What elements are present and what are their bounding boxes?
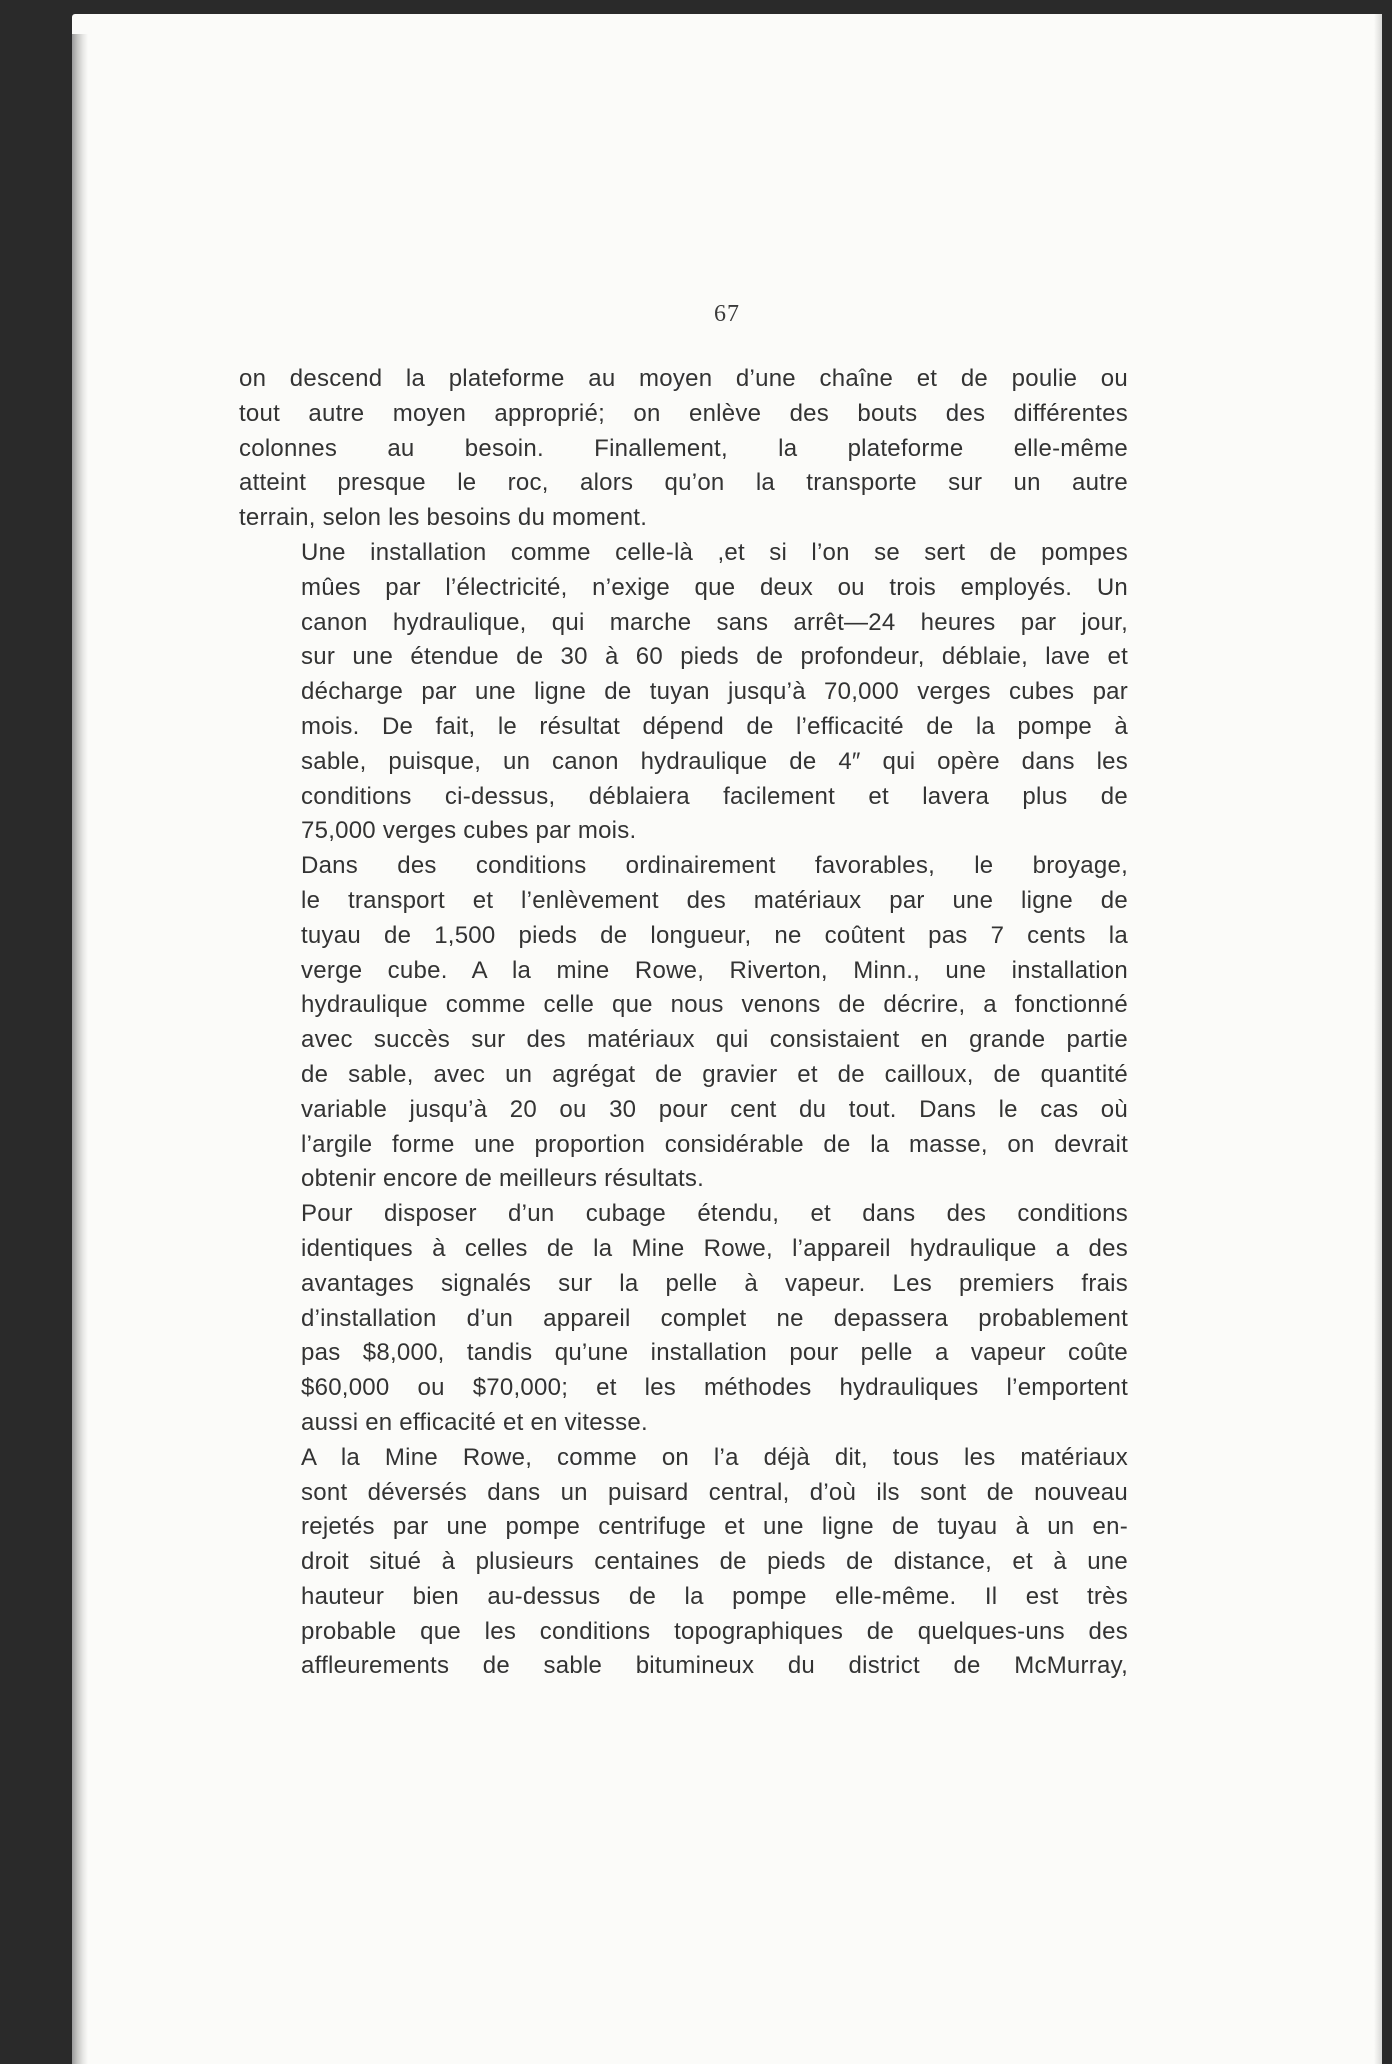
text-line: atteint presque le roc, alors qu’on la transporte sur un autre (239, 469, 1128, 497)
text-line: sable, puisque, un canon hydraulique de 4″ qui opère dans les (301, 747, 1128, 775)
paragraph (239, 362, 1128, 536)
text-line: d’installation d’un appareil complet ne depassera probablement (301, 1304, 1128, 1332)
text-line: verge cube. A la mine Rowe, Riverton, Minn., une installation (301, 956, 1128, 984)
text-line: probable que les conditions topographiques de quelques-uns des (301, 1617, 1128, 1645)
text-line: sont déversés dans un puisard central, d’où ils sont de nouveau (301, 1478, 1128, 1506)
text-line: colonnes au besoin. Finallement, la plateforme elle-même (239, 434, 1128, 462)
text-line: Dans des conditions ordinairement favorables, le broyage, (301, 852, 1128, 880)
text-line: l’argile forme une proportion considérable de la masse, on devrait (301, 1130, 1128, 1158)
paragraph (239, 1197, 1128, 1441)
text-line: avantages signalés sur la pelle à vapeur. Les premiers frais (301, 1269, 1128, 1297)
text-line: Pour disposer d’un cubage étendu, et dans des conditions (301, 1200, 1128, 1228)
page-number: 67 (714, 301, 740, 327)
text-line: variable jusqu’à 20 ou 30 pour cent du tout. Dans le cas où (301, 1095, 1128, 1123)
text-line: identiques à celles de la Mine Rowe, l’appareil hydraulique a des (301, 1234, 1128, 1262)
text-line: décharge par une ligne de tuyan jusqu’à 70,000 verges cubes par (301, 678, 1128, 706)
text-line: hydraulique comme celle que nous venons de décrire, a fonctionné (301, 991, 1128, 1019)
text-line: Une installation comme celle-là ,et si l’on se sert de pompes (301, 538, 1128, 566)
text-line: mois. De fait, le résultat dépend de l’efficacité de la pompe à (301, 712, 1128, 740)
text-line: tout autre moyen approprié; on enlève des bouts des différentes (239, 399, 1128, 427)
text-line: le transport et l’enlèvement des matériaux par une ligne de (301, 886, 1128, 914)
text-line: conditions ci-dessus, déblaiera facilement et lavera plus de (301, 782, 1128, 810)
text-line: sur une étendue de 30 à 60 pieds de profondeur, déblaie, lave et (301, 643, 1128, 671)
text-line: on descend la plateforme au moyen d’une chaîne et de poulie ou (239, 365, 1128, 392)
text-line: mûes par l’électricité, n’exige que deux ou trois employés. Un (301, 573, 1128, 601)
text-line: hauteur bien au-dessus de la pompe elle-même. Il est très (301, 1582, 1128, 1610)
text-line: affleurements de sable bitumineux du district de McMurray, (301, 1652, 1128, 1680)
paragraph (239, 1441, 1128, 1685)
text-line: canon hydraulique, qui marche sans arrêt—24 heures par jour, (301, 608, 1128, 636)
text-line: aussi en efficacité et en vitesse. (301, 1408, 648, 1436)
text-line: rejetés par une pompe centrifuge et une ligne de tuyau à un en- (301, 1513, 1128, 1541)
text-line: droit situé à plusieurs centaines de pieds de distance, et à une (301, 1548, 1128, 1576)
text-line: tuyau de 1,500 pieds de longueur, ne coûtent pas 7 cents la (301, 921, 1128, 949)
paragraph (239, 536, 1128, 849)
book-page (72, 14, 1382, 2064)
text-line: A la Mine Rowe, comme on l’a déjà dit, tous les matériaux (301, 1443, 1128, 1471)
paragraph (239, 849, 1128, 1197)
text-line: de sable, avec un agrégat de gravier et de cailloux, de quantité (301, 1060, 1128, 1088)
text-line: terrain, selon les besoins du moment. (239, 504, 648, 532)
text-line: 75,000 verges cubes par mois. (301, 817, 637, 845)
text-line: avec succès sur des matériaux qui consistaient en grande partie (301, 1026, 1128, 1054)
page-binding-shadow (72, 34, 88, 2064)
text-line: obtenir encore de meilleurs résultats. (301, 1165, 705, 1193)
text-line: $60,000 ou $70,000; et les méthodes hydrauliques l’emportent (301, 1374, 1128, 1402)
text-line: pas $8,000, tandis qu’une installation pour pelle a vapeur coûte (301, 1339, 1128, 1367)
body-text (239, 362, 1128, 1684)
